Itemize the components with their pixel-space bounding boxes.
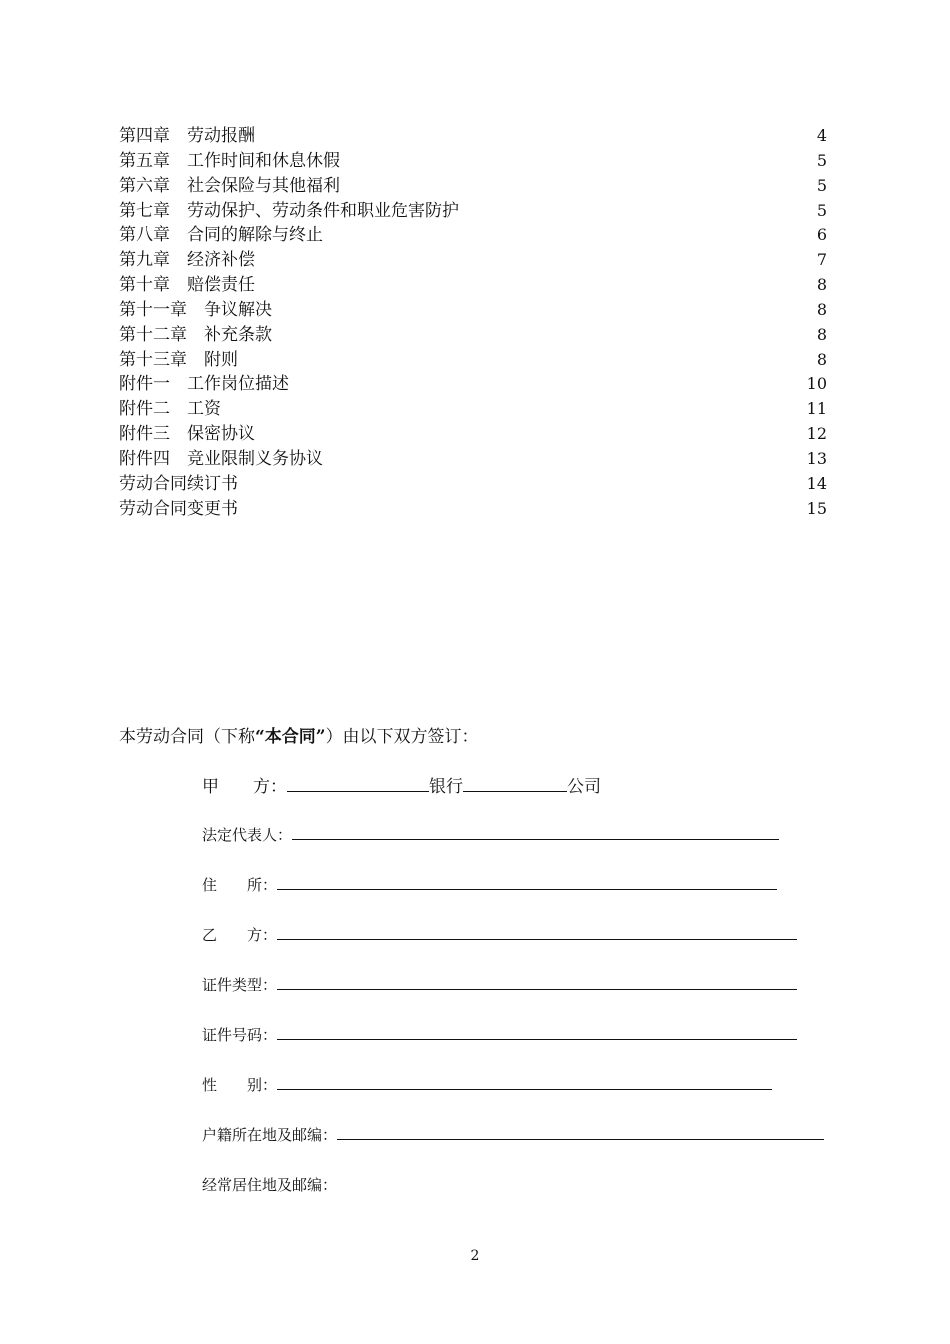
intro-text-before: 本劳动合同（下称 (119, 727, 255, 747)
toc-label: 附件四 竞业限制义务协议 (119, 448, 323, 469)
company-name-blank[interactable] (463, 777, 567, 792)
toc-label: 第六章 社会保险与其他福利 (119, 175, 340, 196)
toc-page-number: 4 (816, 126, 827, 145)
field-label: 乙 方： (202, 926, 278, 944)
toc-label: 第十二章 补充条款 (119, 324, 272, 345)
intro-defined-term: “本合同” (255, 727, 326, 747)
toc-entry (119, 298, 827, 323)
toc-label: 第八章 合同的解除与终止 (119, 225, 323, 246)
toc-label: 第四章 劳动报酬 (119, 126, 255, 146)
toc-entry (119, 497, 827, 522)
toc-page-number: 5 (816, 200, 827, 220)
toc-page-number: 5 (816, 175, 827, 195)
toc-entry (119, 348, 827, 373)
legal-representative-blank[interactable] (292, 825, 779, 840)
toc-entry (119, 273, 827, 298)
toc-page-number: 12 (806, 424, 827, 444)
toc-label: 第九章 经济补偿 (119, 250, 255, 271)
toc-page-number: 10 (806, 374, 827, 394)
toc-page-number: 8 (816, 299, 827, 319)
toc-entry (119, 199, 827, 224)
table-of-contents (119, 124, 827, 522)
toc-label: 第十一章 争议解决 (119, 299, 272, 320)
toc-entry (119, 248, 827, 273)
bank-suffix: 银行 (429, 777, 463, 797)
party-a-row (202, 772, 601, 797)
field-label: 证件号码： (202, 1026, 278, 1044)
page-number: 2 (470, 1248, 480, 1264)
toc-entry (119, 323, 827, 348)
residence-field (202, 1174, 337, 1195)
field-label: 住 所： (202, 876, 278, 894)
toc-page-number: 15 (806, 498, 827, 518)
toc-page-number: 13 (806, 448, 827, 468)
toc-entry (119, 447, 827, 472)
toc-entry (119, 472, 827, 497)
field-label: 性 别： (202, 1076, 278, 1094)
toc-page-number: 8 (816, 324, 827, 344)
id-type-blank[interactable] (277, 975, 797, 990)
household-registration-field (202, 1124, 824, 1145)
contract-intro (119, 722, 479, 747)
toc-label: 劳动合同续订书 (119, 473, 238, 494)
toc-entry (119, 149, 827, 174)
toc-page-number: 8 (816, 275, 827, 295)
household-registration-blank[interactable] (337, 1125, 824, 1140)
legal-representative-field (202, 824, 779, 845)
toc-label: 第十章 赔偿责任 (119, 275, 255, 296)
field-label: 经常居住地及邮编： (202, 1176, 338, 1194)
toc-entry (119, 174, 827, 199)
toc-label: 第五章 工作时间和休息休假 (119, 150, 340, 171)
toc-label: 第十三章 附则 (119, 349, 238, 370)
toc-page-number: 5 (816, 150, 827, 170)
party-a-label: 甲 方： (202, 777, 287, 797)
intro-text-after: ）由以下双方签订： (325, 727, 479, 747)
toc-label: 第七章 劳动保护、劳动条件和职业危害防护 (119, 200, 459, 221)
id-number-field (202, 1024, 797, 1045)
toc-page-number: 6 (816, 225, 827, 245)
party-b-field (202, 924, 797, 945)
id-number-blank[interactable] (277, 1025, 797, 1040)
party-b-blank[interactable] (277, 925, 797, 940)
toc-entry (119, 223, 827, 248)
domicile-field (202, 874, 777, 895)
gender-field (202, 1074, 772, 1095)
toc-label: 附件一 工作岗位描述 (119, 374, 289, 395)
toc-entry (119, 397, 827, 422)
toc-entry (119, 372, 827, 397)
company-suffix: 公司 (567, 777, 601, 797)
field-label: 户籍所在地及邮编： (202, 1126, 338, 1144)
toc-label: 附件二 工资 (119, 399, 221, 420)
toc-page-number: 8 (816, 349, 827, 369)
bank-name-blank[interactable] (287, 777, 429, 792)
toc-page-number: 14 (806, 473, 827, 493)
toc-page-number: 11 (806, 399, 827, 419)
toc-entry (119, 124, 827, 149)
field-label: 证件类型： (202, 976, 278, 994)
field-label: 法定代表人： (202, 826, 293, 844)
toc-label: 劳动合同变更书 (119, 498, 238, 519)
toc-label: 附件三 保密协议 (119, 424, 255, 445)
toc-page-number: 7 (816, 250, 827, 270)
id-type-field (202, 974, 797, 995)
gender-blank[interactable] (277, 1075, 772, 1090)
domicile-blank[interactable] (277, 875, 777, 890)
toc-entry (119, 422, 827, 447)
